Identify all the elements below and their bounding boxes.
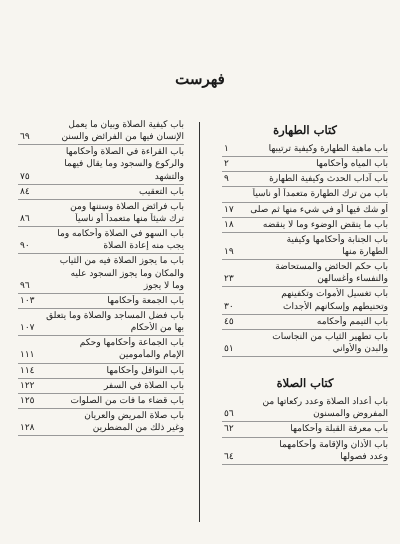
toc-entry-title — [46, 380, 184, 392]
toc-entry-title — [46, 228, 184, 252]
toc-entry-line: الطهارة منها — [342, 246, 388, 257]
toc-entry — [18, 118, 184, 145]
page-number-text: ٢ — [224, 159, 229, 170]
toc-entry-line: باب أعداد الصلاة وعدد ركعاتها من — [262, 397, 388, 408]
toc-entry — [222, 233, 388, 260]
toc-page-number — [222, 316, 250, 328]
toc-entry — [222, 172, 388, 187]
page-number-text: ١ — [224, 144, 229, 154]
toc-entry-title — [250, 423, 388, 435]
toc-entry — [222, 422, 388, 437]
toc-entry-line: يجب منه إعادة الصلاة — [103, 241, 184, 252]
toc-entry-line: باب معرفة القبلة وأحكامها — [290, 424, 388, 435]
toc-entry-title — [250, 204, 388, 216]
toc-entry-line: باب الأذان والإقامة وأحكامهما — [279, 439, 388, 450]
toc-entry — [18, 309, 184, 336]
toc-entry-line: وتحنيطهم وإسكانهم الأجداث — [283, 301, 388, 312]
toc-entry — [18, 185, 184, 200]
toc-entry-line: بها من الأحكام — [130, 323, 184, 334]
toc-page-number — [222, 219, 250, 231]
toc-entry-line: والبدن والأواني — [332, 343, 388, 354]
toc-entry-line: وما لا يجوز — [143, 280, 184, 291]
toc-entry-line: باب آداب الحدث وكيفية الطهارة — [269, 174, 388, 185]
toc-page-number — [18, 365, 46, 377]
toc-entry — [18, 254, 184, 293]
toc-entry — [222, 260, 388, 287]
page-number-text: ١٩ — [224, 246, 234, 257]
page-number-text: ٦٤ — [224, 451, 234, 462]
toc-entry-line: باب القراءة في الصلاة وأحكامها — [65, 147, 184, 158]
page-number-text: ٨٦ — [20, 214, 30, 224]
toc-entry-line: باب تغسيل الأموات وتكفينهم — [281, 289, 388, 300]
toc-entry-title — [250, 331, 388, 355]
toc-entry-line: وعدد فصولها — [340, 451, 388, 462]
toc-entry-line: باب فرائض الصلاة وسننها ومن — [70, 201, 184, 212]
toc-entry — [18, 364, 184, 379]
page-number-text: ٤٥ — [224, 316, 234, 327]
toc-entry-line: باب حكم الحائض والمستحاضة — [275, 262, 388, 273]
toc-entry-line: باب الجماعة وأحكامها وحكم — [79, 338, 184, 349]
toc-entry — [222, 203, 388, 218]
toc-entry-title — [46, 410, 184, 434]
toc-entry — [222, 395, 388, 422]
toc-entry-title — [46, 201, 184, 225]
toc-entry-line: باب ما يجوز الصلاة فيه من الثياب — [59, 256, 184, 267]
toc-page-number — [222, 288, 250, 312]
page-number-text: ١٨ — [224, 219, 234, 230]
toc-entry-title — [250, 173, 388, 185]
page-number-text: ٩٦ — [20, 280, 30, 291]
page-number-text: ١٠٣ — [20, 295, 35, 306]
page-number-text: ٣٠ — [224, 301, 234, 312]
toc-entry — [18, 145, 184, 184]
toc-left-column — [18, 118, 184, 436]
toc-page-number — [18, 228, 46, 252]
toc-entry — [18, 227, 184, 254]
page-number-text: ٢٣ — [224, 274, 234, 285]
page-number-text: ١١١ — [20, 350, 35, 361]
toc-entry-title — [46, 395, 184, 407]
toc-entry-title — [46, 295, 184, 307]
toc-entry-title — [250, 316, 388, 328]
toc-page-number — [18, 337, 46, 361]
toc-page-number — [222, 204, 250, 216]
toc-entry-title — [250, 188, 388, 200]
page-number-text: ٥٦ — [224, 409, 234, 420]
toc-entry — [222, 287, 388, 314]
toc-entry-title — [46, 146, 184, 182]
toc-page-number — [18, 310, 46, 334]
toc-entry-line: باب صلاة المريض والعريان — [84, 410, 184, 421]
page-number-text: ١٢٥ — [20, 395, 35, 406]
page-number-text: ١٢٢ — [20, 380, 35, 391]
page-number-text: ١٢٨ — [20, 423, 35, 434]
section-heading: كتاب الطهارة — [273, 123, 337, 137]
toc-page-number — [222, 143, 250, 155]
toc-entry — [18, 409, 184, 436]
toc-page-number — [18, 295, 46, 307]
toc-entry-line: باب السهو في الصلاة وأحكامه وما — [57, 229, 184, 240]
toc-entry — [222, 157, 388, 172]
toc-page-number — [222, 261, 250, 285]
toc-entry — [222, 315, 388, 330]
toc-entry-line: المفروض والمسنون — [313, 409, 388, 420]
toc-page-number — [222, 173, 250, 185]
page-number-text: ١٠٧ — [20, 323, 35, 334]
toc-entry-line: أو شك فيها أو في شيء منها ثم صلى — [250, 204, 388, 215]
toc-page-number — [18, 119, 46, 143]
toc-entry — [222, 187, 388, 202]
toc-page-number — [222, 331, 250, 355]
toc-entry-line: والتشهد — [154, 171, 184, 182]
page-number-text: ٦٩ — [20, 132, 30, 143]
toc-entry-line: الإنسان فيها من الفرائض والسنن — [61, 132, 184, 143]
toc-entry-title — [46, 310, 184, 334]
page-number-text: ٩٠ — [20, 241, 30, 252]
toc-page-number — [222, 158, 250, 170]
page-title: فهرست — [175, 70, 225, 88]
toc-entry-title — [250, 143, 388, 155]
page-number-text: ٨٤ — [20, 186, 30, 197]
toc-page-number — [18, 380, 46, 392]
toc-entry — [18, 200, 184, 227]
toc-entry-line: باب فضل المساجد والصلاة وما يتعلق — [46, 311, 184, 321]
toc-entry-title — [46, 119, 184, 143]
toc-entry-line: باب ما ينقض الوضوء وما لا ينقضه — [262, 219, 388, 230]
toc-entry — [18, 294, 184, 309]
section-heading: كتاب الصلاة — [276, 376, 334, 391]
toc-entry-line: والنفساء وأغسالهن — [317, 274, 388, 285]
page-number-text: ١٧ — [224, 204, 234, 215]
toc-page-number — [18, 395, 46, 407]
page-number-text: ٥١ — [224, 343, 234, 354]
toc-entry-line: باب التيمم وأحكامه — [316, 316, 388, 327]
toc-page-number — [222, 234, 250, 258]
toc-entry-title — [250, 439, 388, 463]
toc-entry-line: والركوع والسجود وما يقال فيهما — [64, 159, 184, 170]
toc-page-number — [18, 255, 46, 291]
toc-entry-line: باب من ترك الطهارة متعمداً أو ناسياً — [252, 189, 388, 200]
toc-page-number — [222, 396, 250, 420]
toc-entry-line: باب الصلاة في السفر — [103, 380, 184, 391]
toc-page-number — [18, 201, 46, 225]
column-divider — [199, 122, 200, 522]
toc-entry-title — [46, 186, 184, 198]
toc-entry-line: باب المياه وأحكامها — [316, 159, 388, 170]
toc-entry-line: الإمام والمأمومين — [118, 350, 184, 361]
toc-entry — [222, 438, 388, 465]
toc-entry-line: باب النوافل وأحكامها — [106, 365, 184, 376]
page-number-text: ١١٤ — [20, 365, 35, 376]
toc-entry-line: باب الجنابة وأحكامها وكيفية — [286, 234, 388, 245]
toc-page-number — [18, 146, 46, 182]
toc-entry-line: باب كيفية الصلاة وبيان ما يعمل — [68, 120, 184, 130]
toc-entry — [18, 394, 184, 409]
toc-entry — [222, 142, 388, 157]
toc-entry-line: باب ماهية الطهارة وكيفية ترتيبها — [268, 144, 388, 154]
toc-entry-title — [46, 337, 184, 361]
toc-page-number — [222, 439, 250, 463]
toc-entry-title — [46, 255, 184, 291]
toc-entry-title — [250, 261, 388, 285]
toc-entry — [222, 330, 388, 357]
toc-entry-line: وغير ذلك من المضطرين — [92, 423, 184, 434]
toc-entry-line: ترك شيئاً منها متعمداً أو ناسياً — [75, 214, 184, 224]
toc-entry-title — [250, 288, 388, 312]
toc-entry-title — [250, 219, 388, 231]
toc-page-number — [18, 410, 46, 434]
toc-page-number — [18, 186, 46, 198]
page-number-text: ٦٢ — [224, 424, 234, 435]
toc-entry — [18, 336, 184, 363]
toc-right-column — [222, 118, 388, 465]
page-number-text: ٧٥ — [20, 171, 30, 182]
toc-entry-title — [250, 234, 388, 258]
page-number-text: ٩ — [224, 174, 229, 185]
toc-page-number — [222, 423, 250, 435]
toc-entry — [222, 218, 388, 233]
toc-entry-title — [250, 396, 388, 420]
toc-entry-title — [250, 158, 388, 170]
toc-entry-title — [46, 365, 184, 377]
toc-entry-line: باب الجمعة وأحكامها — [107, 295, 184, 306]
toc-entry-line: باب تطهير الثياب من النجاسات — [272, 331, 388, 342]
toc-entry-line: باب قضاء ما فات من الصلوات — [70, 395, 184, 406]
toc-entry — [18, 379, 184, 394]
toc-entry-line: باب التعقيب — [139, 186, 184, 197]
toc-page-number — [222, 188, 250, 200]
toc-entry-line: والمكان وما يجوز السجود عليه — [70, 268, 184, 279]
